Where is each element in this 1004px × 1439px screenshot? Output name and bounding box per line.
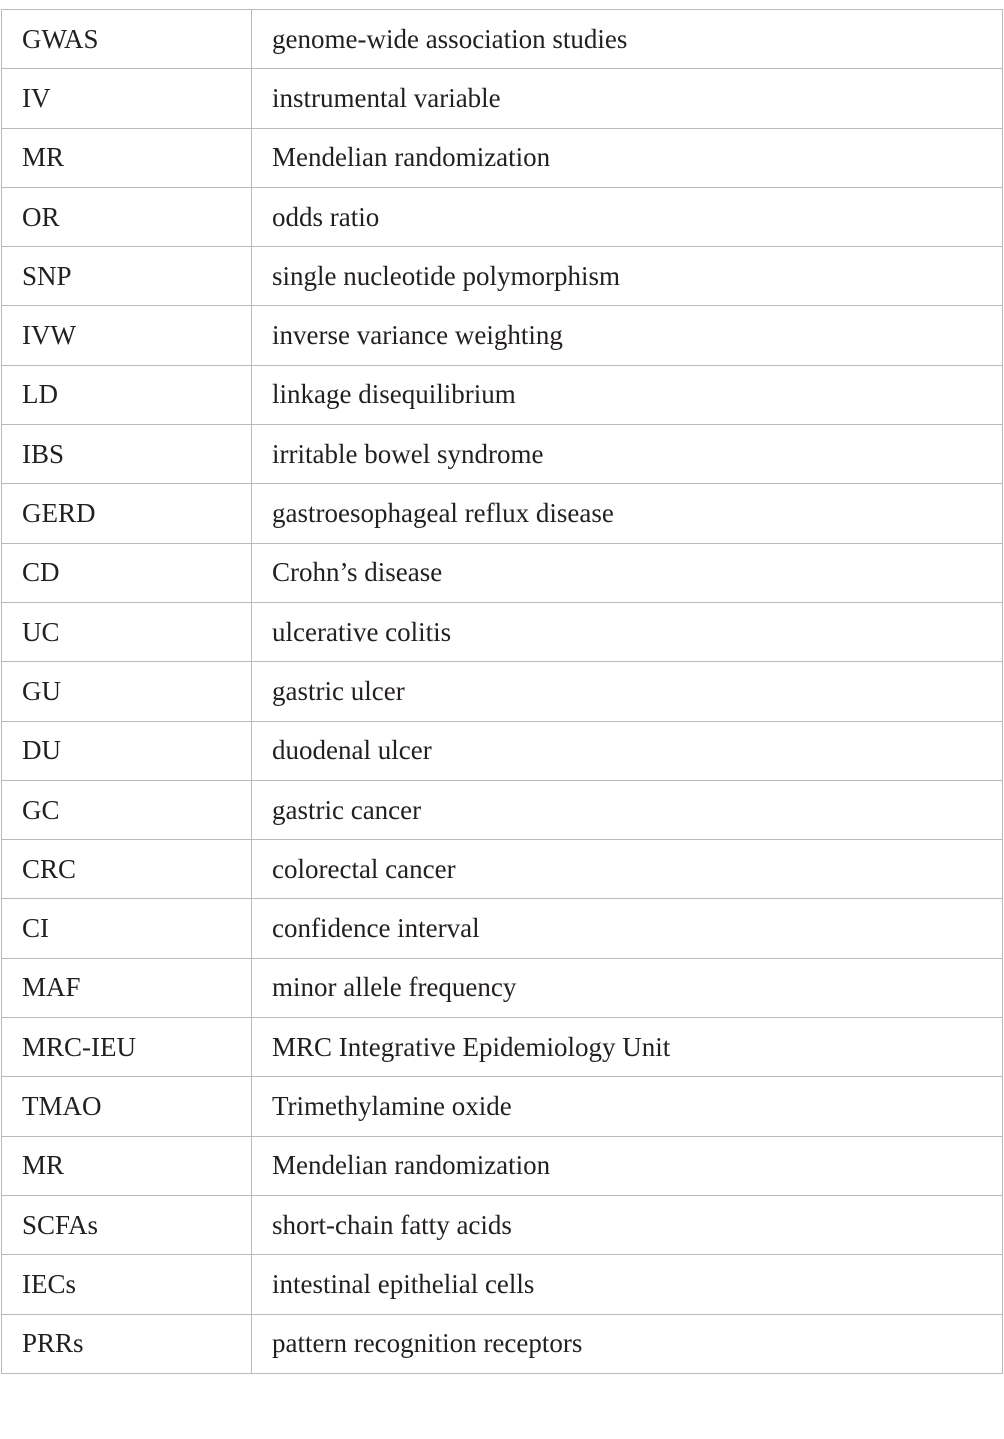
abbreviation-cell: GC — [2, 780, 252, 839]
definition-cell: duodenal ulcer — [252, 721, 1003, 780]
definition-cell: genome-wide association studies — [252, 10, 1003, 69]
abbreviation-cell: IVW — [2, 306, 252, 365]
definition-cell: irritable bowel syndrome — [252, 425, 1003, 484]
definition-cell: ulcerative colitis — [252, 602, 1003, 661]
abbreviation-cell: GU — [2, 662, 252, 721]
abbreviation-cell: GWAS — [2, 10, 252, 69]
table-row — [2, 602, 1003, 661]
definition-cell: pattern recognition receptors — [252, 1314, 1003, 1373]
definition-cell: gastric cancer — [252, 780, 1003, 839]
definition-cell: Trimethylamine oxide — [252, 1077, 1003, 1136]
table-row — [2, 543, 1003, 602]
definition-cell: Crohn’s disease — [252, 543, 1003, 602]
definition-cell: Mendelian randomization — [252, 128, 1003, 187]
definition-cell: minor allele frequency — [252, 958, 1003, 1017]
table-row — [2, 1077, 1003, 1136]
abbreviation-cell: CI — [2, 899, 252, 958]
definition-cell: MRC Integrative Epidemiology Unit — [252, 1018, 1003, 1077]
table-row — [2, 780, 1003, 839]
definition-cell: linkage disequilibrium — [252, 365, 1003, 424]
definition-cell: odds ratio — [252, 187, 1003, 246]
abbreviation-cell: OR — [2, 187, 252, 246]
abbreviation-cell: SNP — [2, 247, 252, 306]
table-row — [2, 306, 1003, 365]
table-row — [2, 662, 1003, 721]
abbreviation-cell: TMAO — [2, 1077, 252, 1136]
table-row — [2, 484, 1003, 543]
abbreviation-cell: MR — [2, 128, 252, 187]
table-row — [2, 840, 1003, 899]
table-row — [2, 128, 1003, 187]
definition-cell: instrumental variable — [252, 69, 1003, 128]
table-row — [2, 10, 1003, 69]
abbreviation-cell: IECs — [2, 1255, 252, 1314]
table-row — [2, 1255, 1003, 1314]
table-row — [2, 1018, 1003, 1077]
definition-cell: short-chain fatty acids — [252, 1195, 1003, 1254]
abbreviation-cell: DU — [2, 721, 252, 780]
definition-cell: gastroesophageal reflux disease — [252, 484, 1003, 543]
table-row — [2, 187, 1003, 246]
definition-cell: single nucleotide polymorphism — [252, 247, 1003, 306]
table-row — [2, 899, 1003, 958]
definition-cell: colorectal cancer — [252, 840, 1003, 899]
abbreviation-cell: IBS — [2, 425, 252, 484]
definition-cell: gastric ulcer — [252, 662, 1003, 721]
definition-cell: inverse variance weighting — [252, 306, 1003, 365]
table-row — [2, 69, 1003, 128]
table-row — [2, 1314, 1003, 1373]
abbreviations-table-body — [2, 10, 1003, 1374]
table-row — [2, 1136, 1003, 1195]
definition-cell: Mendelian randomization — [252, 1136, 1003, 1195]
definition-cell: confidence interval — [252, 899, 1003, 958]
abbreviation-cell: MAF — [2, 958, 252, 1017]
abbreviation-cell: CD — [2, 543, 252, 602]
abbreviation-cell: CRC — [2, 840, 252, 899]
abbreviation-cell: SCFAs — [2, 1195, 252, 1254]
abbreviation-cell: MR — [2, 1136, 252, 1195]
abbreviation-cell: IV — [2, 69, 252, 128]
abbreviation-cell: PRRs — [2, 1314, 252, 1373]
abbreviation-cell: MRC-IEU — [2, 1018, 252, 1077]
table-row — [2, 721, 1003, 780]
table-row — [2, 247, 1003, 306]
abbreviation-cell: LD — [2, 365, 252, 424]
table-row — [2, 425, 1003, 484]
abbreviation-cell: UC — [2, 602, 252, 661]
definition-cell: intestinal epithelial cells — [252, 1255, 1003, 1314]
table-row — [2, 1195, 1003, 1254]
abbreviations-table — [1, 9, 1003, 1374]
table-row — [2, 958, 1003, 1017]
table-row — [2, 365, 1003, 424]
abbreviation-cell: GERD — [2, 484, 252, 543]
